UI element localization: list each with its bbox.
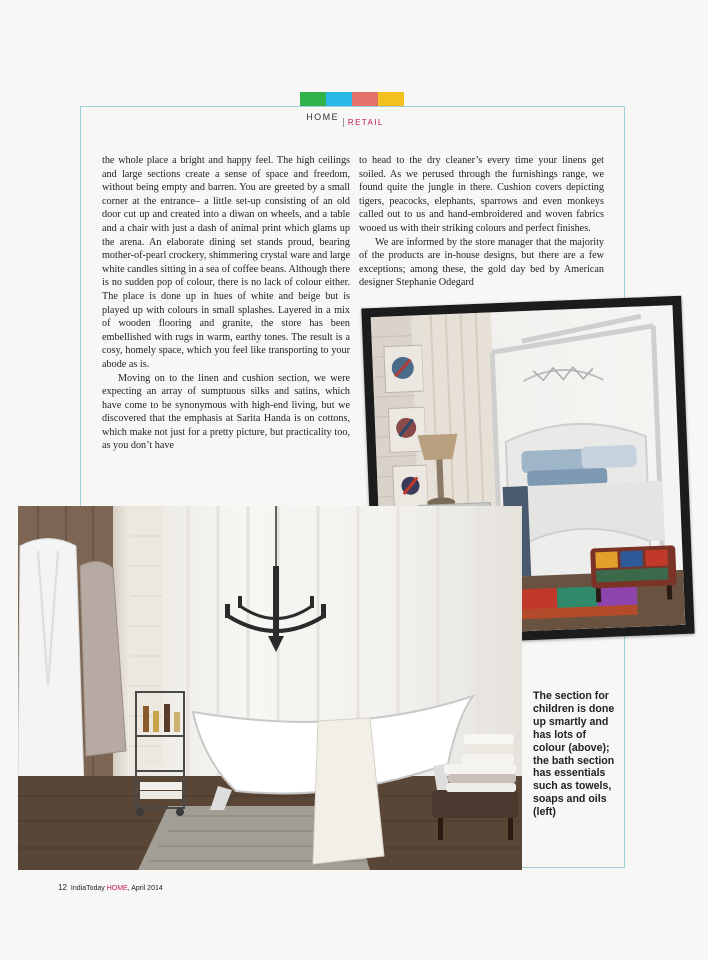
article-column-2 [359, 154, 604, 290]
paragraph: the whole place a bright and happy feel. The high ceilings and large sections create a sense of space and freedom, without being empty and barren. You are greeted by a small corner at the entrance– a little set-up consisting of an old door cut up and created into a diwan on wheels, and a table and a chair with just a dash of animal print which glams up the arena. An elaborate dining set stands proud, bearing mother-of-pearl crockery, shimmering crystal ware and large white candles sitting in a sea of coffee beans. Although there is no sudden pop of colour, there is no lack of colour either. The place is done up in hues of white and beige but is played up with colours in small splashes. Layered in a mix of wooden flooring and granite, the store has been embellished with rugs in warm, earthy tones. The result is a cosy, homely space, which you feel like transporting to your abode as is. [102, 155, 350, 370]
color-block-green [300, 92, 326, 106]
section-retail: RETAIL [343, 118, 384, 127]
paragraph: Moving on to the linen and cushion section, we were expecting an array of sumptuous silks and satins, which have come to be synonymous with high-end living, but we discovered that the emphasis at Sarita Handa is on cottons, which make not just for a pretty picture, but practicality too, as you don’t have [102, 372, 350, 452]
color-block-blue [326, 92, 352, 106]
header-color-bar [300, 92, 404, 106]
footer-magazine: IndiaToday [70, 885, 105, 892]
bath-section-illustration [18, 506, 522, 870]
section-label [290, 112, 400, 127]
section-home: HOME [306, 112, 339, 122]
color-block-yellow [378, 92, 404, 106]
color-block-red [352, 92, 378, 106]
bath-section-photo [18, 506, 522, 870]
page-number: 12 [58, 883, 67, 892]
footer-brand: HOME [106, 885, 128, 892]
article-column-1 [102, 154, 350, 453]
page-footer [58, 883, 163, 892]
photo-caption: The section for children is done up smartly and has lots of colour (above); the bath section has essentials such as towels, soaps and oils (left) [533, 690, 615, 819]
paragraph: to head to the dry cleaner’s every time your linens get soiled. As we perused through the furnishings range, we found quite the jungle in there. Cushion covers depicting tigers, peacocks, elephants, sparrows and even monkeys called out to us and hand-embroidered and woven fabrics wooed us with their striking colours and perfect finishes. [359, 155, 604, 234]
paragraph: We are informed by the store manager that the majority of the products are in-house designs, but there are a few exceptions; among these, the gold day bed by American designer Stephanie Odegard [359, 236, 604, 289]
footer-issue: , April 2014 [127, 885, 163, 892]
